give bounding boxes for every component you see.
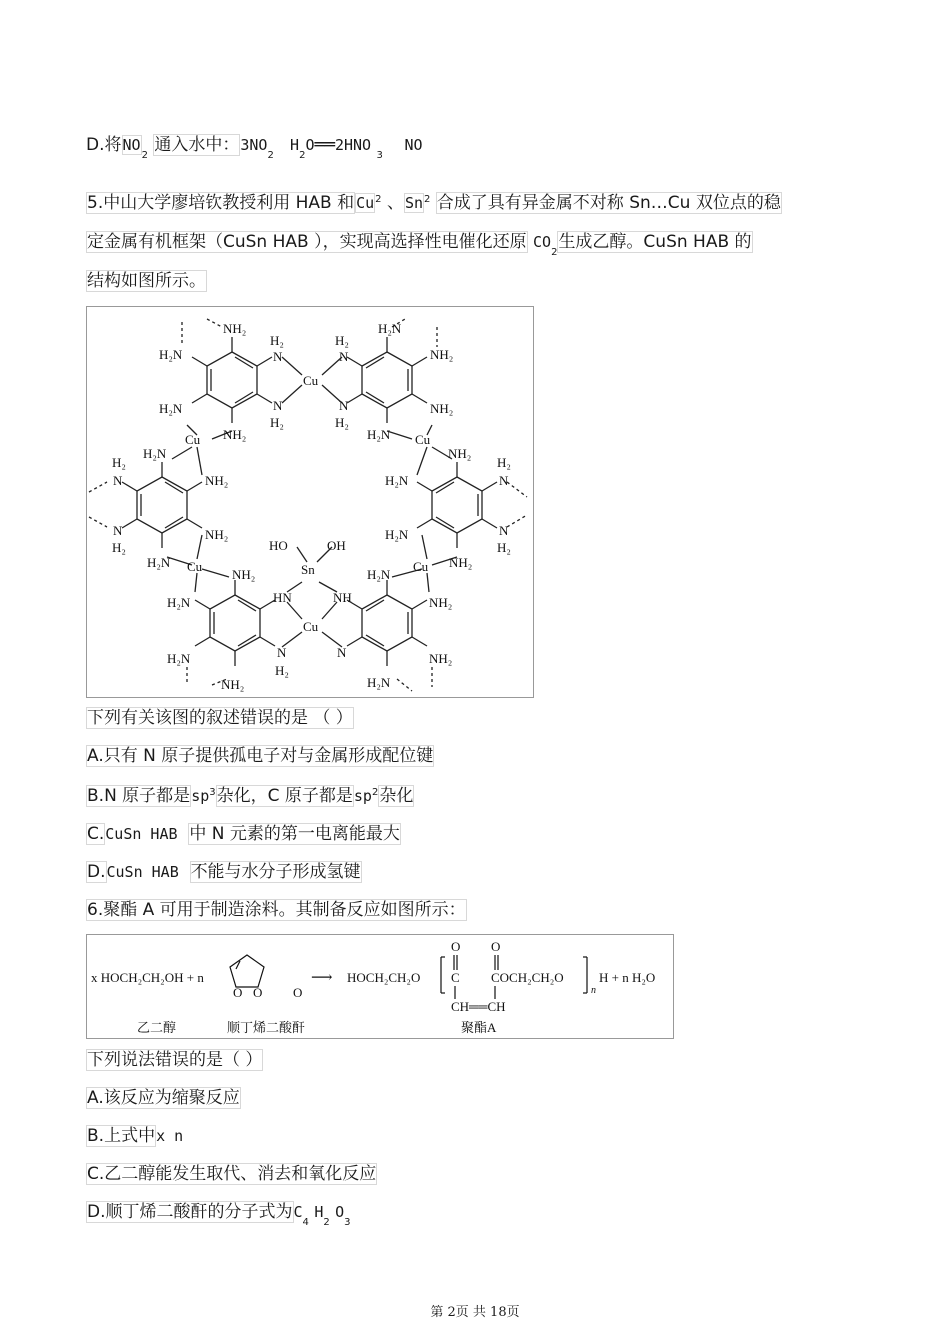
cu-atom-label: Cu — [413, 559, 429, 574]
q5-line-3: 结构如图所示。 — [87, 271, 206, 291]
atom-label: H₂ — [112, 455, 126, 470]
benzene-ring — [207, 352, 257, 408]
q5-option-b[interactable]: B.N 原子都是$sp^3$杂化，C 原子都是$sp^2$杂化 — [87, 786, 414, 806]
atom-label: H₂ — [112, 540, 126, 555]
polyester-reaction-svg — [87, 935, 673, 1038]
atom-label: NH₂ — [448, 446, 472, 461]
atom-label: NH₂ — [449, 555, 473, 570]
benzene-ring — [137, 477, 187, 533]
atom-label: H₂ — [335, 333, 349, 348]
polyester-reaction-figure — [86, 934, 674, 1039]
atom-label: H₂N — [385, 473, 409, 488]
cusn-hab-structure-svg — [87, 307, 533, 697]
atom-label: N — [273, 398, 283, 413]
atom-label: HO — [269, 538, 288, 553]
cu-atom-label: Cu — [187, 559, 203, 574]
benzene-ring — [432, 477, 482, 533]
q5-option-c[interactable]: C.CuSn HAB 中 N 元素的第一电离能最大 — [87, 824, 400, 844]
atom-label: NH₂ — [223, 321, 247, 336]
cu-atom-label: Cu — [303, 373, 319, 388]
atom-label: H₂ — [497, 455, 511, 470]
benzene-ring — [210, 595, 260, 651]
cu-atom-label: Cu — [415, 432, 431, 447]
atom-label: O — [451, 939, 461, 954]
atom-label: N — [337, 645, 347, 660]
product-fragment: COCH₂CH₂O — [491, 970, 564, 985]
atom-label: NH₂ — [430, 347, 454, 362]
atom-label: H₂ — [270, 415, 284, 430]
atom-label: H₂ — [270, 333, 284, 348]
repeat-index: n — [591, 985, 596, 996]
cu-atom-label: Cu — [185, 432, 201, 447]
product-fragment: HOCH₂CH₂O — [347, 970, 421, 985]
atom-label: NH — [333, 590, 352, 605]
atom-label: H₂N — [167, 651, 191, 666]
q5-line-2: 定金属有机框架（CuSn HAB ），实现高选择性电催化还原 $CO_2$生成乙醇。CuSn HAB 的 — [87, 232, 752, 258]
atom-label: N — [277, 645, 287, 660]
atom-label: NH₂ — [429, 595, 453, 610]
atom-label: C — [451, 970, 460, 985]
reactant-ethylene-glycol: x HOCH₂CH₂OH + n — [91, 970, 204, 985]
product-fragment: CH══CH — [451, 999, 506, 1014]
atom-label: N — [273, 349, 283, 364]
atom-label: NH₂ — [223, 427, 247, 442]
atom-label: N — [499, 523, 509, 538]
atom-label: H₂N — [367, 567, 391, 582]
atom-label: H₂N — [143, 446, 167, 461]
atom-label: NH₂ — [205, 527, 229, 542]
q6-line-1: 6.聚酯 A 可用于制造涂料。其制备反应如图所示： — [87, 900, 466, 920]
q6-option-b[interactable]: B.上式中x n — [87, 1126, 184, 1146]
atom-label: N — [339, 349, 349, 364]
cusn-hab-structure-figure — [86, 306, 534, 698]
atom-label: NH₂ — [430, 401, 454, 416]
atom-label: H₂N — [367, 427, 391, 442]
atom-label: H₂ — [275, 663, 289, 678]
atom-label: O — [253, 985, 263, 1000]
atom-label: H₂ — [497, 540, 511, 555]
atom-label: H₂N — [159, 401, 183, 416]
q6-question: 下列说法错误的是（ ） — [87, 1050, 263, 1070]
anhydride-ring — [230, 955, 264, 987]
atom-label: H₂N — [378, 321, 402, 336]
compound-name: 乙二醇 — [137, 1020, 177, 1035]
atom-label: H₂N — [159, 347, 183, 362]
atom-label: HN — [273, 590, 292, 605]
compound-name: 顺丁烯二酸酐 — [227, 1020, 306, 1035]
reaction-arrow: ⟶ — [311, 970, 333, 986]
atom-label: O — [233, 985, 243, 1000]
q6-option-c[interactable]: C.乙二醇能发生取代、消去和氧化反应 — [87, 1164, 377, 1184]
benzene-ring — [362, 595, 412, 651]
q6-option-a[interactable]: A.该反应为缩聚反应 — [87, 1088, 240, 1108]
cu-atom-label: Cu — [303, 619, 319, 634]
atom-label: H₂N — [167, 595, 191, 610]
atom-label: H₂N — [385, 527, 409, 542]
q4-option-d: D.将$NO_2$ 通入水中：$3NO_2$ $H_2O══2HNO$ $_3$ NO — [86, 135, 423, 161]
atom-label: O — [491, 939, 501, 954]
q5-question: 下列有关该图的叙述错误的是 （ ） — [87, 708, 353, 728]
page-number-footer: 第 2页 共 18页 — [430, 1305, 520, 1320]
atom-label: NH₂ — [221, 677, 245, 692]
atom-label: H₂ — [335, 415, 349, 430]
product-fragment: H + n H₂O — [599, 970, 656, 985]
q5-option-d[interactable]: D.CuSn HAB 不能与水分子形成氢键 — [87, 862, 361, 882]
sn-atom-label: Sn — [301, 562, 315, 577]
atom-label: NH₂ — [205, 473, 229, 488]
compound-name: 聚酯A — [461, 1020, 497, 1035]
q6-option-d[interactable]: D.顺丁烯二酸酐的分子式为$C_4$ $H_2$ $O_3$ — [87, 1202, 351, 1228]
atom-label: NH₂ — [429, 651, 453, 666]
atom-label: H₂N — [367, 675, 391, 690]
atom-label: OH — [327, 538, 346, 553]
atom-label: N — [499, 473, 509, 488]
atom-label: N — [113, 523, 123, 538]
q5-option-a[interactable]: A.只有 N 原子提供孤电子对与金属形成配位键 — [87, 746, 434, 766]
atom-label: H₂N — [147, 555, 171, 570]
q5-line-1: 5.中山大学廖培钦教授利用 HAB 和 Cu$^2$ 、Sn$^2$ 合成了具有异金属不对称 Sn…Cu 双位点的稳 — [87, 193, 781, 213]
atom-label: NH₂ — [232, 567, 256, 582]
atom-label: O — [293, 985, 303, 1000]
atom-label: N — [339, 398, 349, 413]
benzene-ring — [362, 352, 412, 408]
atom-label: N — [113, 473, 123, 488]
